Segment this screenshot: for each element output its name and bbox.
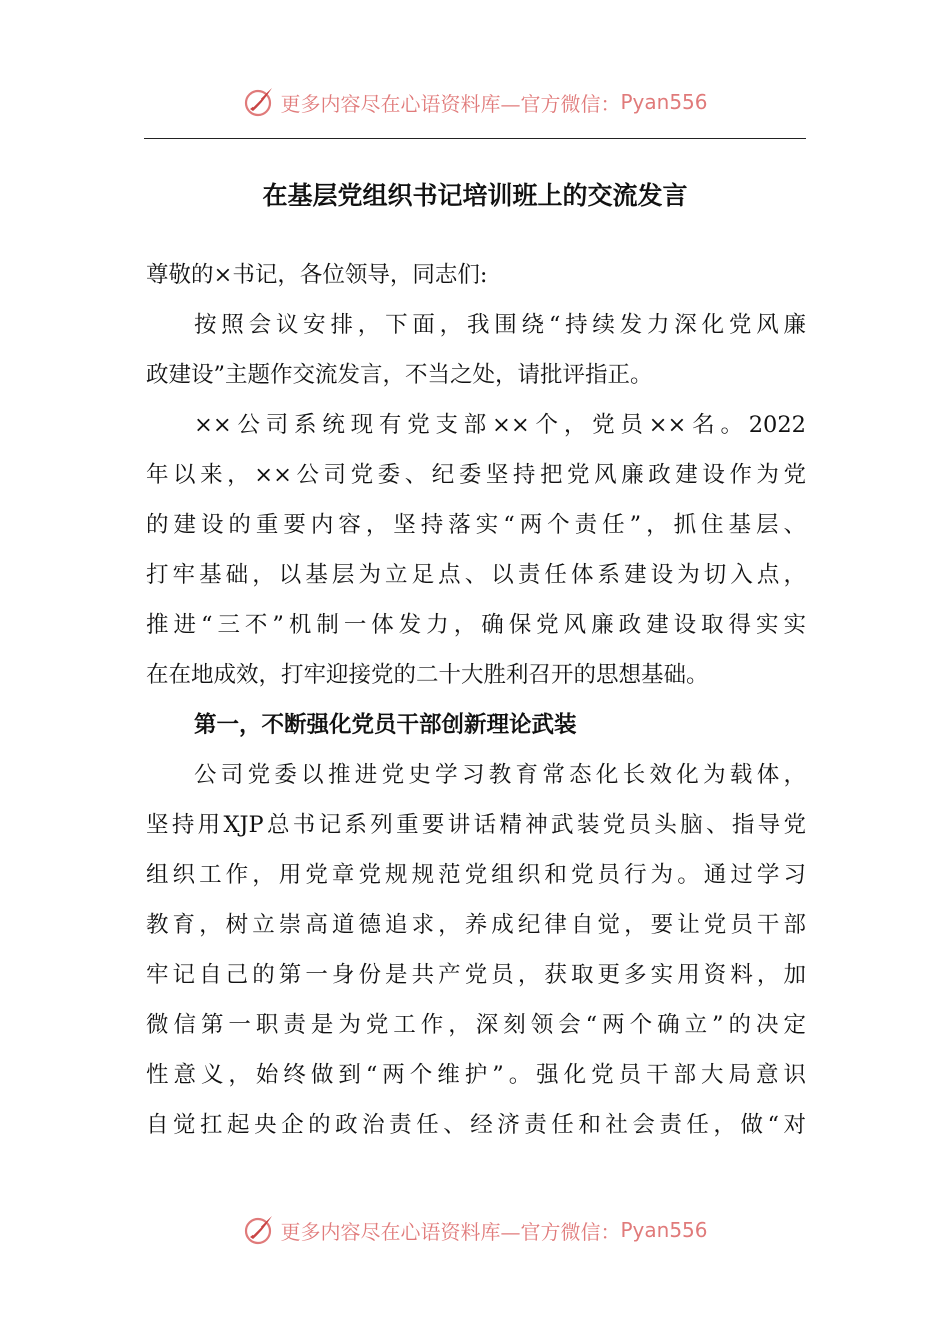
document-title: 在基层党组织书记培训班上的交流发言 (262, 181, 688, 210)
banner-separator: —官方微信： (500, 1219, 621, 1244)
paragraph-line: 微信第一职责是为党工作，深刻领会“两个确立”的决定 (146, 1012, 806, 1038)
paragraph-line: 推进“三不”机制一体发力，确保党风廉政建设取得实实 (146, 612, 806, 638)
banner-text: 更多内容尽在心语资料库 (280, 1219, 501, 1244)
quill-logo-icon (242, 1213, 276, 1247)
salutation: 尊敬的×书记，各位领导，同志们: (146, 262, 488, 288)
paragraph-line: 教育，树立崇高道德追求，养成纪律自觉，要让党员干部 (146, 912, 806, 938)
banner-text: 更多内容尽在心语资料库 (280, 91, 501, 116)
paragraph-line: 坚持用XJP总书记系列重要讲话精神武装党员头脑、指导党 (146, 812, 806, 838)
paragraph-line: 政建设”主题作交流发言，不当之处，请批评指正。 (146, 362, 653, 388)
paragraph-line: 按照会议安排，下面，我围绕“持续发力深化党风廉 (194, 312, 806, 338)
document-body (146, 250, 806, 1150)
paragraph-line: 组织工作，用党章党规规范党组织和党员行为。通过学习 (146, 862, 806, 888)
paragraph-line: 性意义，始终做到“两个维护”。强化党员干部大局意识 (146, 1062, 806, 1088)
paragraph-line: 的建设的重要内容，坚持落实“两个责任”，抓住基层、 (146, 512, 806, 538)
paragraph-line: 牢记自己的第一身份是共产党员，获取更多实用资料，加 (146, 962, 806, 988)
footer-watermark (0, 1210, 950, 1250)
header-watermark (0, 82, 950, 122)
paragraph-line: 在在地成效，打牢迎接党的二十大胜利召开的思想基础。 (146, 662, 709, 688)
banner-separator: —官方微信： (500, 91, 621, 116)
paragraph-line: 打牢基础，以基层为立足点、以责任体系建设为切入点， (146, 562, 806, 588)
banner-wechat-handle: Pyan556 (620, 90, 708, 114)
paragraph-line: 年以来，××公司党委、纪委坚持把党风廉政建设作为党 (146, 462, 806, 488)
quill-logo-icon (242, 85, 276, 119)
banner-wechat-handle: Pyan556 (620, 1218, 708, 1242)
paragraph-line: 公司党委以推进党史学习教育常态化长效化为载体， (194, 762, 806, 788)
paragraph-line: ××公司系统现有党支部××个，党员××名。2022 (194, 412, 806, 438)
paragraph-line: 自觉扛起央企的政治责任、经济责任和社会责任，做“对 (146, 1112, 806, 1138)
section-heading: 第一，不断强化党员干部创新理论武装 (194, 712, 577, 738)
header-rule (144, 138, 806, 139)
